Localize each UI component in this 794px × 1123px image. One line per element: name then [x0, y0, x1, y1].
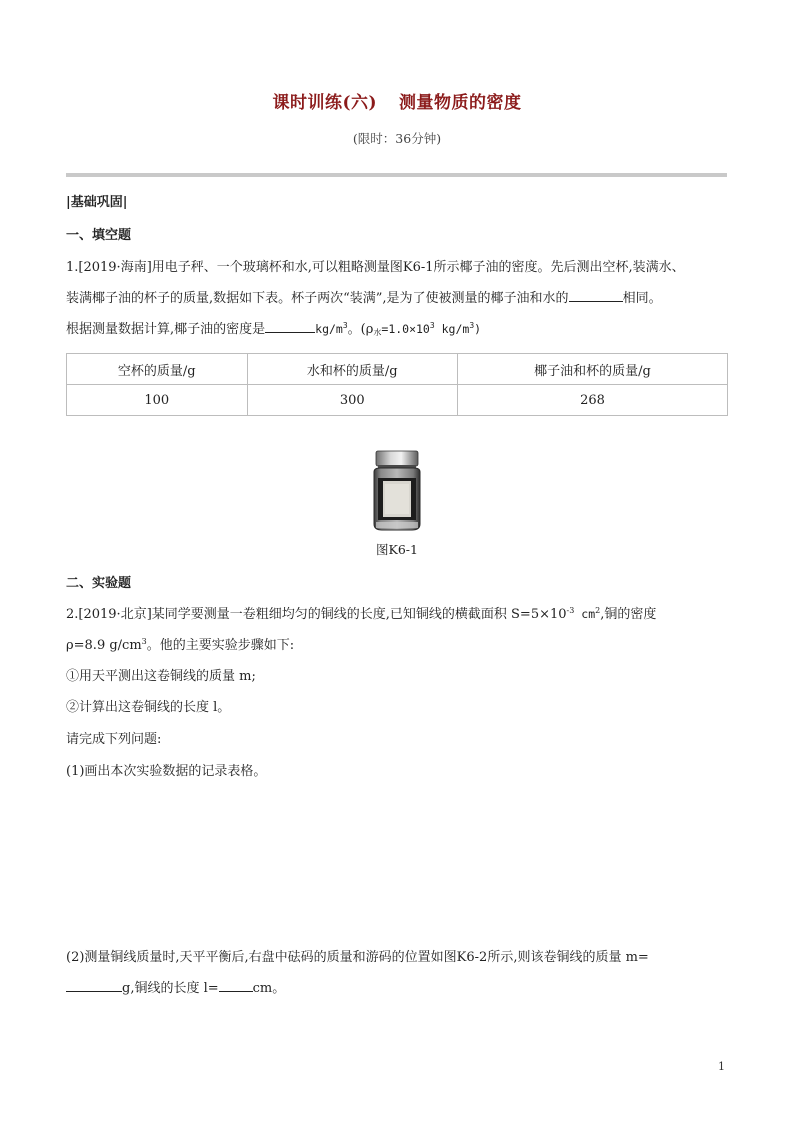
- q2-line2-end: 。他的主要实验步骤如下:: [146, 638, 295, 653]
- title-lesson: 课时训练(六): [272, 93, 378, 113]
- coconut-oil-jar-image: [362, 448, 432, 532]
- rho-unit: kg/m: [434, 322, 470, 336]
- q2-area-unit: cm: [574, 607, 596, 621]
- q2-area-unit-exp: 2: [595, 606, 601, 615]
- table-header-cell: 水和杯的质量/g: [247, 354, 457, 385]
- time-limit: (限时：36分钟): [352, 131, 442, 146]
- q2-density-exp: 3: [141, 637, 147, 646]
- mass-data-table: [66, 353, 728, 416]
- q1-line2: [66, 287, 730, 306]
- q2-step-2: ②计算出这卷铜线的长度 l。: [66, 700, 231, 715]
- table-cell: 300: [247, 385, 457, 416]
- table-header-cell: 空杯的质量/g: [67, 354, 248, 385]
- table-cell: 268: [457, 385, 727, 416]
- table-cell: 100: [67, 385, 248, 416]
- header-divider: [66, 173, 727, 177]
- unit-exp: 3: [342, 321, 348, 330]
- rho-unit-exp: 3: [469, 321, 475, 330]
- q2-area-exp: -3: [566, 606, 575, 615]
- unit-text: kg/m: [315, 322, 343, 336]
- section-experiment: 二、实验题: [66, 576, 132, 591]
- q1-line2-end: 相同。: [622, 291, 662, 306]
- q2-line1-text: 2.[2019·北京]某同学要测量一卷粗细均匀的铜线的长度,已知铜线的横截面积 S=5×10: [66, 607, 567, 622]
- rho-exp: 3: [429, 321, 435, 330]
- table-header-row: [67, 354, 728, 385]
- title-topic: 测量物质的密度: [399, 93, 522, 113]
- q2-prompt: 请完成下列问题:: [66, 732, 162, 747]
- table-row: [67, 385, 728, 416]
- section-foundation: |基础巩固|: [66, 195, 128, 210]
- q2-density: ρ=8.9 g/cm: [66, 638, 142, 653]
- q2-part2-mid: g,铜线的长度 l=: [122, 981, 219, 996]
- rho-value: [381, 322, 481, 336]
- rho-close: ): [474, 322, 482, 336]
- answer-blank-1[interactable]: [569, 289, 623, 302]
- figure-caption-k6-1: 图K6-1: [376, 542, 418, 557]
- q2-line1-end: ,铜的密度: [600, 607, 657, 622]
- q2-step-1: ①用天平测出这卷铜线的质量 m;: [66, 669, 256, 684]
- q2-part-2-line2: [66, 977, 730, 996]
- answer-blank-length[interactable]: [219, 979, 253, 992]
- q1-line1: 1.[2019·海南]用电子秤、一个玻璃杯和水,可以粗略测量图K6-1所示椰子油的密度。先后测出空杯,装满水、: [66, 260, 685, 275]
- answer-blank-2[interactable]: [265, 320, 315, 333]
- q2-part-2-line1: (2)测量铜线质量时,天平平衡后,右盘中砝码的质量和游码的位置如图K6-2所示,则该卷铜线的质量 m=: [66, 950, 649, 965]
- rho-num: =1.0×10: [381, 322, 430, 336]
- page-title: [0, 88, 794, 113]
- section-fill-blank: 一、填空题: [66, 228, 132, 243]
- q2-part2-end: cm。: [252, 981, 286, 996]
- page-number: 1: [718, 1060, 725, 1073]
- q1-line3-text: 根据测量数据计算,椰子油的密度是: [66, 322, 266, 337]
- q2-line2: [66, 634, 730, 653]
- q2-part-1: (1)画出本次实验数据的记录表格。: [66, 764, 267, 779]
- table-header-cell: 椰子油和杯的质量/g: [457, 354, 727, 385]
- rho-sub: 水: [373, 328, 382, 337]
- q2-line1: [66, 603, 730, 622]
- q1-line2-text: 装满椰子油的杯子的质量,数据如下表。杯子两次“装满”,是为了使被测量的椰子油和水的: [66, 291, 569, 306]
- rho-open: 。(ρ: [347, 322, 374, 337]
- q1-line3: [66, 318, 730, 337]
- answer-blank-mass[interactable]: [66, 979, 122, 992]
- unit-density: [315, 322, 348, 336]
